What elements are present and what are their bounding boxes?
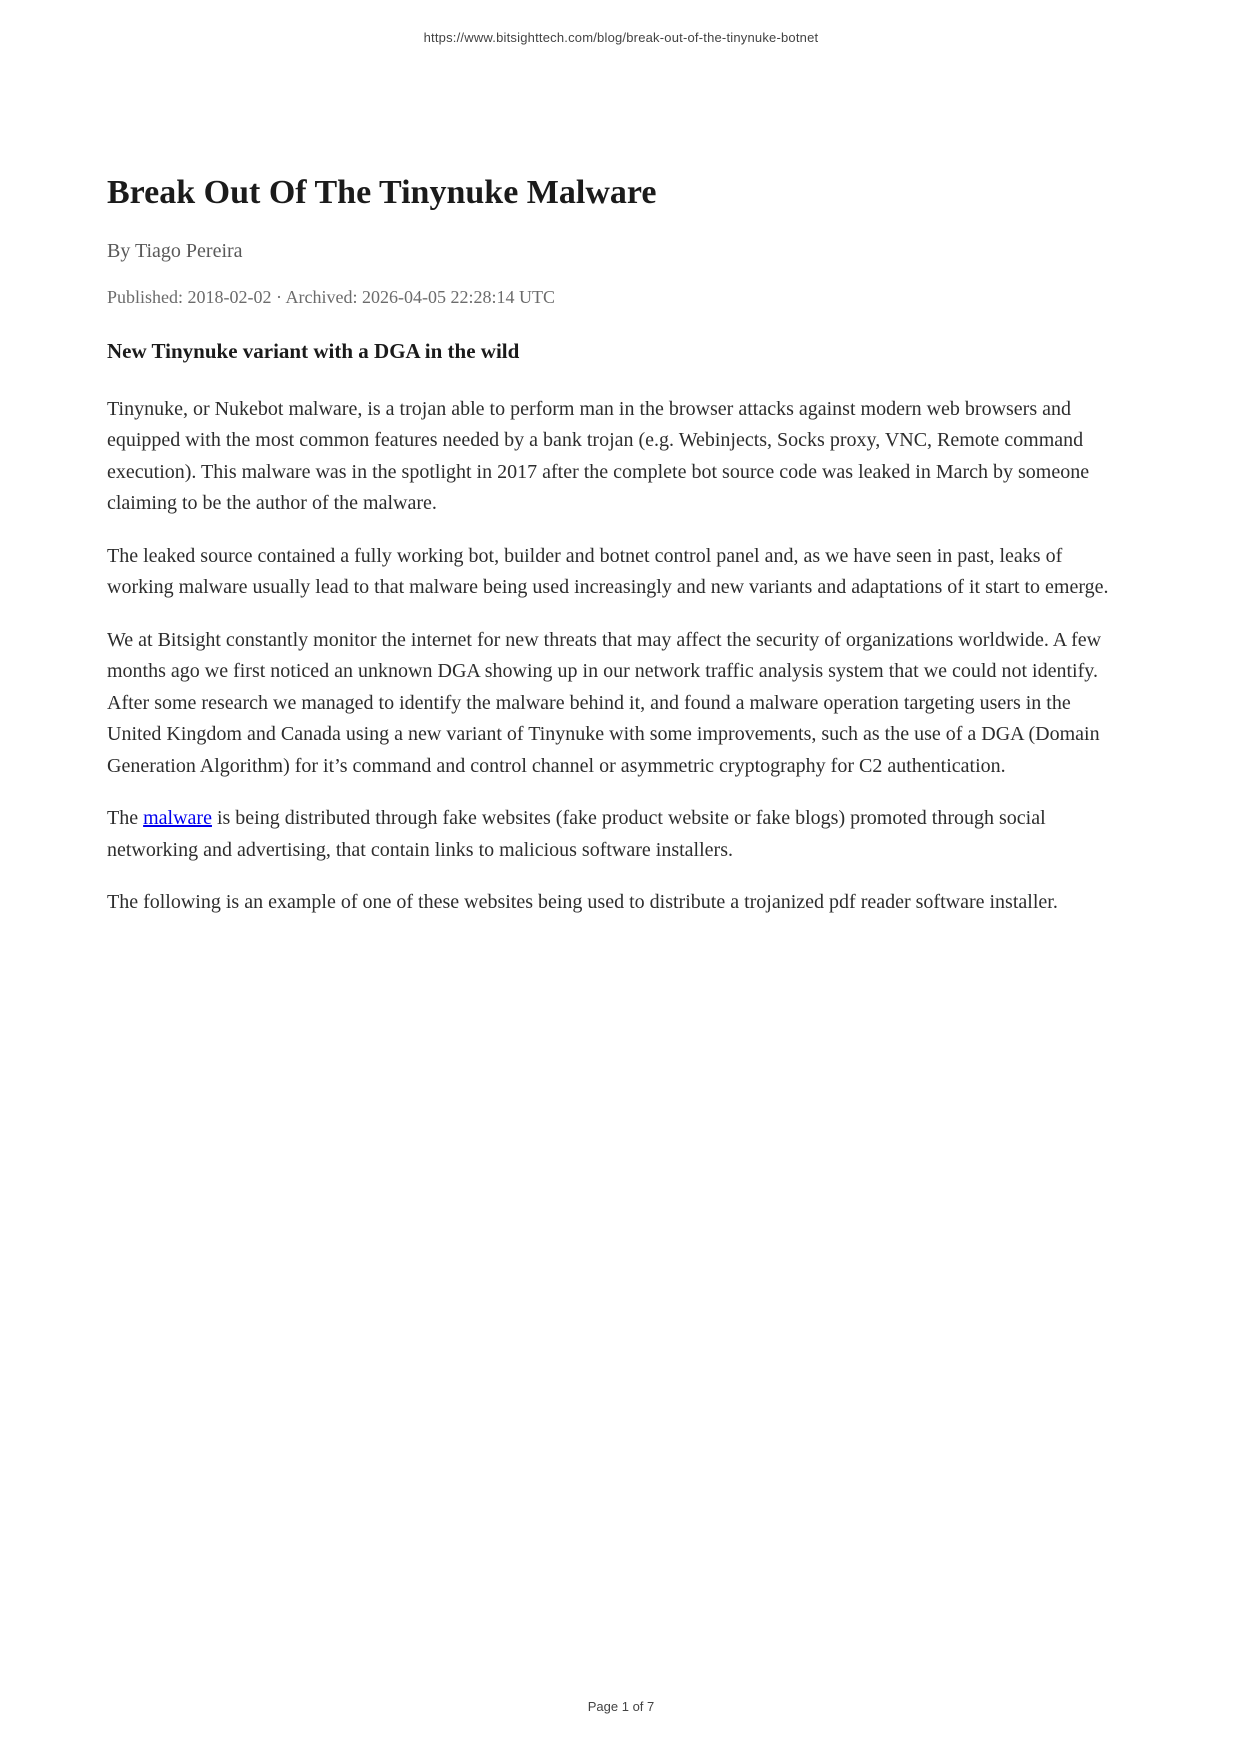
paragraph: The following is an example of one of these websites being used to distribute a trojanized pdf reader software installer.	[107, 891, 1058, 914]
section-heading: New Tinynuke variant with a DGA in the wild	[107, 338, 520, 363]
article	[107, 173, 1112, 919]
paragraph: Tinynuke, or Nukebot malware, is a trojan able to perform man in the browser attacks against modern web browsers and equipped with the most common features needed by a bank trojan (e.g. Webinjects, Socks proxy, VNC, Remote command execution). This malware was in the spotlight in 2017 after the complete bot source code was leaked in March by someone claiming to be the author of the malware.	[107, 397, 1090, 515]
paragraph: The malware is being distributed through fake websites (fake product website or fake blogs) promoted through social networking and advertising, that contain links to malicious software installers.	[107, 807, 1046, 861]
paragraph: We at Bitsight constantly monitor the internet for new threats that may affect the security of organizations worldwide. A few months ago we first noticed an unknown DGA showing up in our network traffic analysis system that we could not identify. After some research we managed to identify the malware behind it, and found a malware operation targeting users in the United Kingdom and Canada using a new variant of Tinynuke with some improvements, such as the use of a DGA (Domain Generation Algorithm) for it’s command and control channel or asymmetric cryptography for C2 authentication.	[107, 628, 1102, 777]
page-number: Page 1 of 7	[587, 1699, 655, 1714]
page-url: https://www.bitsighttech.com/blog/break-out-of-the-tinynuke-botnet	[423, 30, 819, 45]
published-archived-meta: Published: 2018-02-02 · Archived: 2026-04-05 22:28:14 UTC	[107, 286, 555, 307]
article-body	[107, 394, 1112, 919]
paragraph: The leaked source contained a fully working bot, builder and botnet control panel and, as we have seen in past, leaks of working malware usually lead to that malware being used increasingly and new variants and adaptations of it start to emerge.	[107, 544, 1109, 599]
malware-link[interactable]: malware	[143, 807, 212, 830]
author-byline: By Tiago Pereira	[107, 239, 243, 262]
page-title: Break Out Of The Tinynuke Malware	[107, 174, 657, 211]
